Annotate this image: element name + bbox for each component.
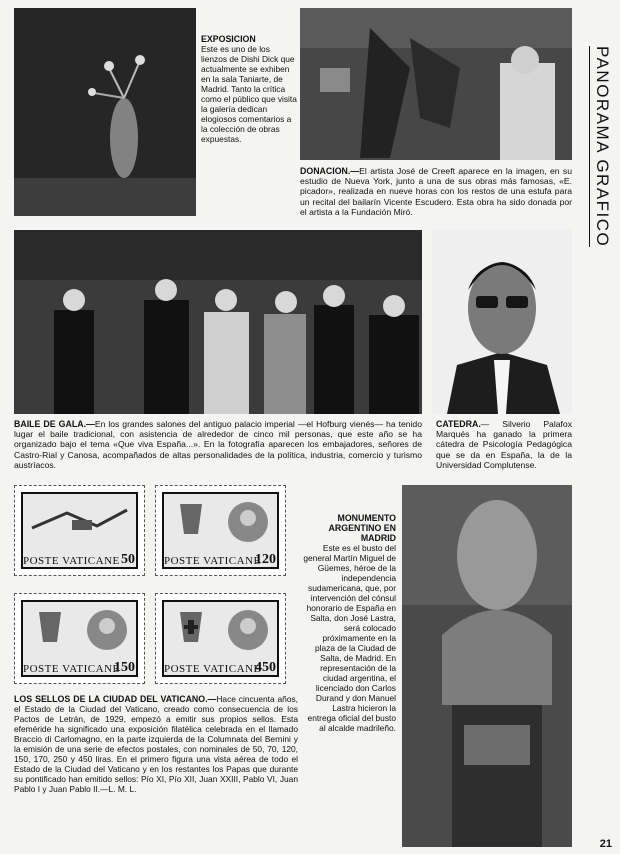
baile-caption xyxy=(14,419,422,470)
sellos-text: Hace cincuenta años, el Estado de la Ciudad del Vaticano, creado como consecuencia de los Pactos de Letrán, de 1929, empezó a emitir sus propios sellos. Esta efeméride ha significado una exposición filatélica celebrada en el llamado Braccio di Carlomagno, en la parte izquierda de la Columnata del Bernini y la emisión de una serie de efectos postales, con nominales de 50, 70, 120, 150, 170, 250 y 450 liras. En el primero figura una vista aérea de todo el Estado de la Ciudad del Vaticano y en los restantes los Papas que durante su pontificado han emitido sellos: Pío XI, Pío XII, Juan XXIII, Pablo VI, Juan Pablo I y Juan Pablo II.—L. M. L. xyxy=(14,694,298,794)
exposicion-text: Este es uno de los lienzos de Dishi Dick que actualmente se exhiben en la sala Taniarte, de Madrid. Tanto la crítica como el público que visita la galería dedican elogiosos comentarios a la colección de obras expuestas. xyxy=(201,44,297,144)
pope-portrait-image xyxy=(168,496,276,546)
sellos-heading: LOS SELLOS DE LA CIUDAD DEL VATICANO.— xyxy=(14,694,217,704)
catedra-text: — Silverio Palafox Marqués ha ganado la primera cátedra de Psicología Pedagógica que se da en España, la de la Universidad Complutense. xyxy=(436,419,572,470)
monumento-text: Este es el busto del general Martín Miguel de Güemes, héroe de la independencia sudamericana, que, por intervención del cónsul honorario de España en Salta, don José Lastra, será colocado próximamente en la plaza de la Ciudad de Salta, de Madrid. En representación de la ciudad argentina, el licenciado don Carlos Durand y don Manuel Lastra hicieron la entrega oficial del busto al alcalde madrileño. xyxy=(303,543,396,733)
stamp-pope-150 xyxy=(14,593,145,684)
monumento-caption xyxy=(302,513,396,733)
donacion-text: El artista José de Creeft aparece en la imagen, en su estudio de Nueva York, junto a una de sus obras más famosas, «E. picador», realizada en nueve horas con los restos de una estufa para un recital del bailarín Vicente Escudero. Esta obra ha sido donada por el artista a la Fundación Miró. xyxy=(300,166,572,217)
stamp-label: POSTE VATICANE xyxy=(23,555,120,567)
stamp-aerial-view xyxy=(14,485,145,576)
pope-portrait-image xyxy=(27,604,135,654)
page-number: 21 xyxy=(599,838,612,850)
catedra-caption xyxy=(436,419,572,470)
aerial-view-image xyxy=(27,498,132,542)
exposicion-caption xyxy=(201,34,297,144)
ballroom-image xyxy=(14,230,422,414)
stamp-label: POSTE VATICANE xyxy=(164,555,261,567)
donacion-caption xyxy=(300,166,572,217)
baile-heading: BAILE DE GALA.— xyxy=(14,419,95,429)
exposicion-heading: EXPOSICION xyxy=(201,34,256,44)
donacion-heading: DONACION.— xyxy=(300,166,360,176)
painting-image xyxy=(14,8,196,216)
monumento-heading: MONUMENTO ARGENTINO EN MADRID xyxy=(328,513,396,543)
baile-text: En los grandes salones del antiguo palacio imperial —el Hofburg vienés— ha tenido lugar el baile tradicional, con asistencia de alrededor de cinco mil personas, que este año se ha organizado bajo el tema «Que viva España...». En la fotografía aparecen los embajadores, señores de Castro-Rial y Canosa, acompañados de altas personalidades de la política, industria, comercio y turismo austríacos. xyxy=(14,419,422,470)
sellos-caption xyxy=(14,694,298,794)
catedra-portrait xyxy=(432,230,572,414)
stamp-pope-450 xyxy=(155,593,286,684)
stamp-label: POSTE VATICANE xyxy=(164,663,261,675)
monumento-photo xyxy=(402,485,572,847)
pope-portrait-image xyxy=(168,604,276,654)
stamp-value: 50 xyxy=(121,552,135,567)
baile-photo xyxy=(14,230,422,414)
donacion-photo xyxy=(300,8,572,160)
stamp-pope-120 xyxy=(155,485,286,576)
bust-image xyxy=(402,485,572,847)
studio-image xyxy=(300,8,572,160)
stamp-label: POSTE VATICANE xyxy=(23,663,120,675)
portrait-image xyxy=(432,230,572,414)
stamp-value: 150 xyxy=(114,660,135,675)
section-title: PANORAMA GRAFICO xyxy=(589,46,612,247)
stamp-value: 120 xyxy=(255,552,276,567)
exposicion-photo xyxy=(14,8,196,216)
stamp-value: 450 xyxy=(255,660,276,675)
catedra-heading: CATEDRA. xyxy=(436,419,481,429)
